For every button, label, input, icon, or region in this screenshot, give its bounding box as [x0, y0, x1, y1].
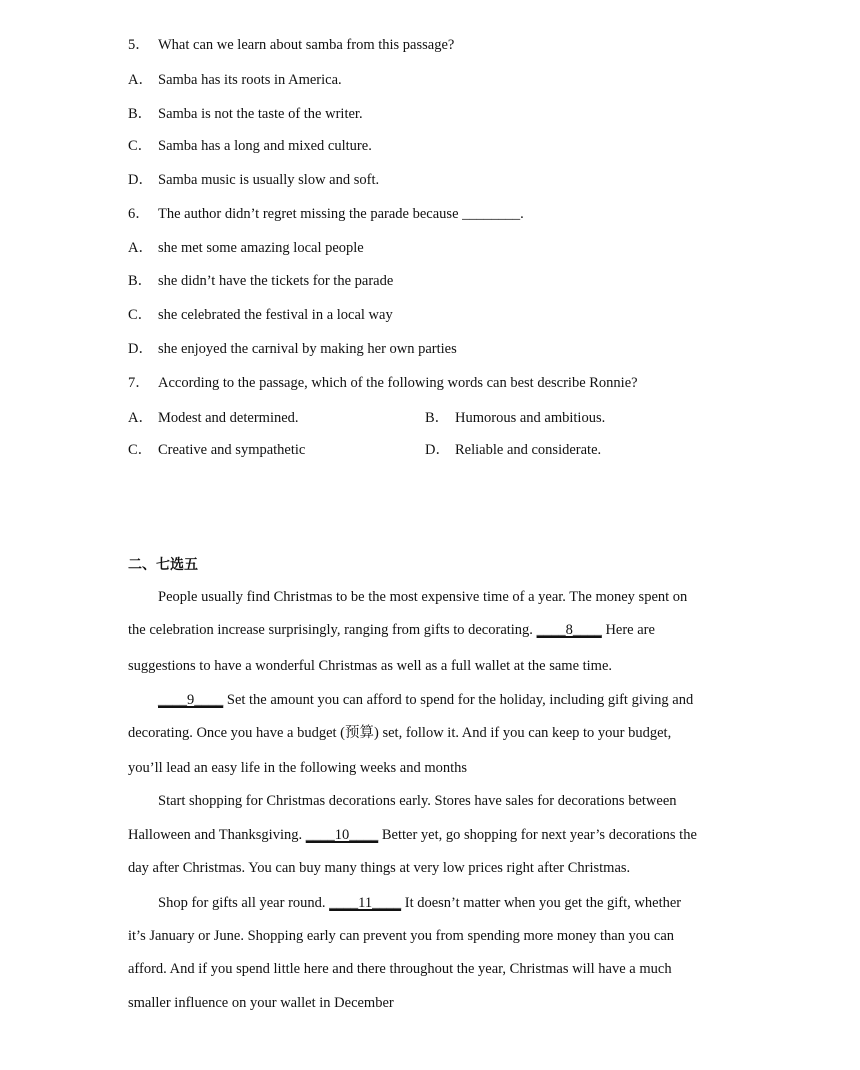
option-letter: D．	[425, 442, 450, 458]
option-text: Humorous and ambitious.	[455, 410, 606, 426]
option-text: Samba music is usually slow and soft.	[158, 172, 380, 188]
question-5-option-c	[128, 137, 372, 155]
option-text: she didn’t have the tickets for the parade	[158, 273, 394, 289]
passage-line: afford. And if you spend little here and there throughout the year, Christmas will have a much	[128, 961, 672, 977]
passage-line: day after Christmas. You can buy many things at very low prices right after Christmas.	[128, 860, 631, 876]
question-text: What can we learn about samba from this passage?	[158, 37, 455, 53]
option-text: she met some amazing local people	[158, 240, 364, 256]
passage-text: Better yet, go shopping for next year’s decorations the	[381, 827, 697, 843]
question-7-option-d	[425, 441, 601, 459]
option-text: Samba is not the taste of the writer.	[158, 106, 363, 122]
passage-line	[158, 691, 693, 709]
option-text: she enjoyed the carnival by making her own parties	[158, 341, 457, 357]
blank-11[interactable]: ____11____	[329, 895, 402, 911]
option-text: Creative and sympathetic	[158, 442, 306, 458]
passage-text: Shop for gifts all year round.	[158, 895, 326, 911]
question-6-stem	[128, 205, 524, 223]
section-title: 二、七选五	[128, 557, 198, 573]
option-letter: C．	[128, 307, 153, 323]
passage-line: People usually find Christmas to be the most expensive time of a year. The money spent on	[158, 589, 688, 605]
option-letter: A．	[128, 240, 153, 256]
question-7-option-c	[128, 441, 305, 459]
question-6-option-d	[128, 340, 457, 358]
option-text: Samba has a long and mixed culture.	[158, 138, 372, 154]
passage-line: decorating. Once you have a budget (预算) set, follow it. And if you can keep to your budget,	[128, 725, 672, 741]
question-7-stem	[128, 374, 638, 392]
option-letter: C．	[128, 138, 153, 154]
question-text: The author didn’t regret missing the parade because ________.	[158, 206, 524, 222]
option-letter: B．	[128, 273, 153, 289]
blank-9[interactable]: ____9____	[158, 692, 224, 708]
option-text: Modest and determined.	[158, 410, 299, 426]
blank-10[interactable]: ____10____	[305, 827, 379, 843]
option-text: Samba has its roots in America.	[158, 72, 342, 88]
option-letter: C．	[128, 442, 153, 458]
passage-text: Halloween and Thanksgiving.	[128, 827, 303, 843]
option-letter: B．	[128, 106, 153, 122]
passage-text: Here are	[605, 622, 655, 638]
passage-text: the celebration increase surprisingly, ranging from gifts to decorating.	[128, 622, 533, 638]
option-text: Reliable and considerate.	[455, 442, 602, 458]
passage-text: Set the amount you can afford to spend for the holiday, including gift giving and	[226, 692, 694, 708]
question-6-option-b	[128, 272, 393, 290]
question-number: 7．	[128, 375, 150, 391]
passage-line: you’ll lead an easy life in the following weeks and months	[128, 760, 468, 776]
question-6-option-a	[128, 239, 364, 257]
question-5-option-d	[128, 171, 379, 189]
passage-text: It doesn’t matter when you get the gift, whether	[404, 895, 682, 911]
question-7-option-a	[128, 409, 299, 427]
passage-line	[158, 894, 681, 912]
question-5-stem	[128, 36, 454, 54]
question-number: 5．	[128, 37, 150, 53]
question-5-option-b	[128, 105, 363, 123]
passage-line: it’s January or June. Shopping early can prevent you from spending more money than you can	[128, 928, 675, 944]
question-number: 6．	[128, 206, 150, 222]
passage-line	[128, 621, 655, 639]
passage-line	[128, 826, 697, 844]
question-text: According to the passage, which of the following words can best describe Ronnie?	[158, 375, 638, 391]
option-letter: D．	[128, 341, 153, 357]
option-letter: A．	[128, 410, 153, 426]
question-6-option-c	[128, 306, 393, 324]
option-letter: B．	[425, 410, 450, 426]
passage-line: Start shopping for Christmas decorations early. Stores have sales for decorations between	[158, 793, 677, 809]
passage-line: suggestions to have a wonderful Christmas as well as a full wallet at the same time.	[128, 658, 613, 674]
blank-8[interactable]: ____8____	[536, 622, 602, 638]
question-5-option-a	[128, 71, 342, 89]
option-text: she celebrated the festival in a local way	[158, 307, 393, 323]
question-7-option-b	[425, 409, 605, 427]
option-letter: D．	[128, 172, 153, 188]
passage-line: smaller influence on your wallet in December	[128, 995, 394, 1011]
option-letter: A．	[128, 72, 153, 88]
